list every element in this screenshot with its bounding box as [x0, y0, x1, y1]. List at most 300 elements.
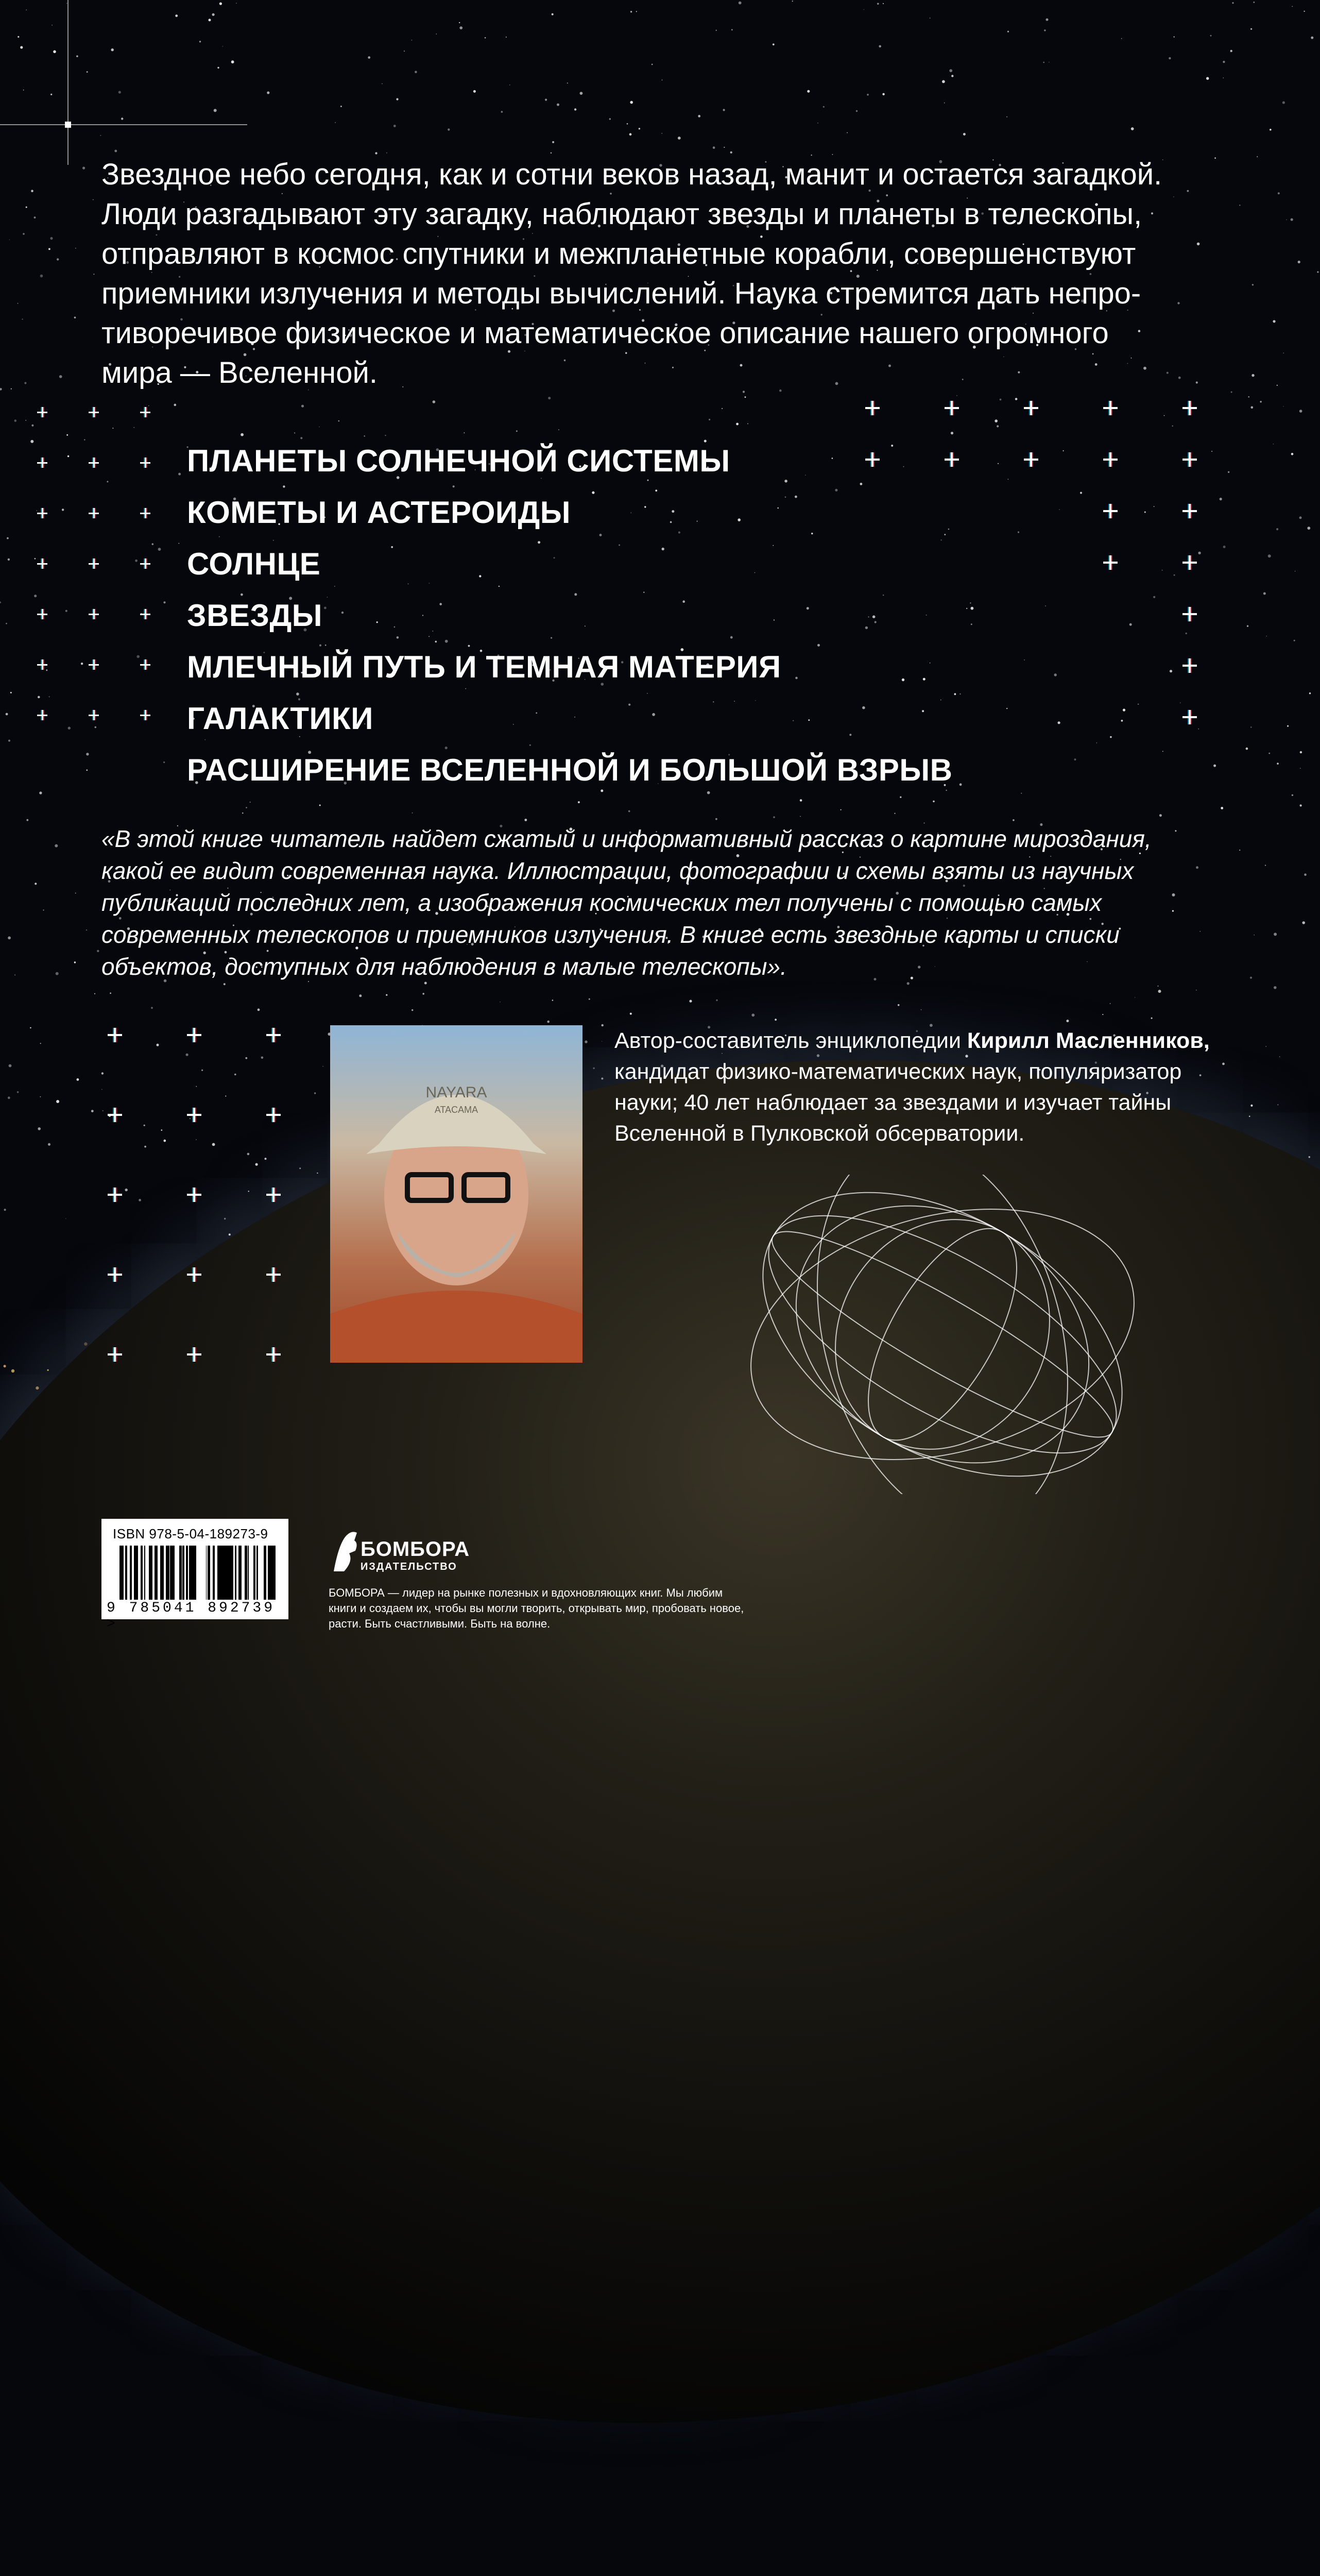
star: [175, 14, 178, 17]
city-light: [84, 1342, 87, 1345]
star: [1246, 748, 1248, 750]
barcode-bar: [272, 1546, 273, 1600]
star: [1304, 11, 1305, 12]
star: [630, 11, 632, 12]
star: [125, 1189, 128, 1191]
plus-sign-icon: [37, 558, 47, 569]
star: [23, 90, 24, 91]
star: [722, 408, 723, 409]
star: [100, 135, 101, 136]
star: [1044, 29, 1045, 31]
city-light: [36, 1386, 39, 1389]
star: [1206, 77, 1209, 80]
star: [18, 36, 19, 38]
star: [340, 106, 342, 107]
star: [1045, 605, 1046, 606]
barcode-bar: [187, 1546, 188, 1600]
star: [1228, 471, 1229, 473]
barcode-bar: [141, 1546, 143, 1600]
star: [1277, 762, 1279, 765]
star: [412, 1009, 413, 1011]
star: [157, 1044, 159, 1046]
star: [65, 610, 67, 612]
star: [1173, 196, 1174, 197]
star: [1018, 531, 1019, 533]
star: [338, 420, 340, 422]
plus-sign-icon: [266, 1347, 281, 1362]
star: [1309, 1156, 1311, 1158]
barcode-bar: [180, 1546, 182, 1600]
star: [1164, 415, 1165, 416]
star: [1252, 284, 1254, 285]
star: [74, 317, 76, 319]
star: [433, 400, 436, 403]
barcode-bar: [162, 1546, 164, 1600]
star: [1277, 1104, 1278, 1105]
star: [8, 558, 10, 561]
star: [1024, 659, 1025, 660]
star: [48, 248, 50, 250]
star: [222, 46, 224, 47]
barcode-bar: [245, 1546, 247, 1600]
star: [317, 1173, 318, 1174]
star: [1066, 1020, 1069, 1022]
star: [1157, 986, 1159, 987]
star: [567, 82, 568, 83]
star: [1273, 444, 1274, 445]
star: [800, 816, 801, 817]
star: [970, 602, 971, 603]
star: [1054, 673, 1057, 676]
star: [1282, 101, 1285, 104]
star: [473, 90, 476, 93]
barcode-bar: [193, 1546, 194, 1600]
star: [66, 434, 68, 436]
barcode-bar: [144, 1546, 145, 1600]
barcode-bar: [171, 1546, 173, 1600]
plus-sign-icon: [187, 1267, 201, 1282]
star: [52, 25, 53, 26]
star: [1311, 37, 1313, 39]
star: [662, 79, 663, 80]
isbn-barcode-box: [101, 1519, 288, 1632]
star: [1058, 721, 1060, 724]
plus-sign-icon: [1182, 658, 1197, 673]
star: [1110, 736, 1112, 738]
star: [1121, 38, 1122, 39]
star: [731, 29, 733, 30]
barcode-bar: [170, 1546, 171, 1600]
star: [1254, 935, 1255, 936]
star: [464, 432, 465, 433]
barcode-bar: [271, 1546, 272, 1600]
star: [31, 190, 33, 192]
star: [1283, 352, 1284, 353]
plus-sign-icon: [1103, 452, 1118, 467]
plus-sign-icon: [140, 508, 150, 518]
author-bio-prefix: Автор-составитель энциклопедии: [614, 1028, 967, 1053]
star: [1187, 190, 1189, 192]
barcode-bar: [265, 1546, 266, 1600]
plus-sign-icon: [89, 508, 99, 518]
topic-item: ЗВЕЗДЫ: [187, 598, 323, 633]
star: [299, 1167, 301, 1169]
barcode-bar: [186, 1546, 187, 1600]
star: [93, 199, 94, 200]
star: [118, 91, 121, 93]
star: [485, 37, 486, 39]
star: [589, 998, 590, 1000]
publisher-name: БОМБОРА: [361, 1538, 470, 1561]
star: [883, 3, 884, 4]
star: [1274, 933, 1277, 936]
star: [627, 123, 628, 125]
barcode-bar: [191, 1546, 193, 1600]
star: [1263, 592, 1266, 595]
star: [1199, 931, 1201, 932]
star: [959, 693, 961, 694]
star: [1274, 986, 1277, 989]
star: [258, 1009, 260, 1011]
star: [807, 90, 810, 93]
star: [319, 805, 321, 806]
star: [847, 132, 848, 133]
star: [545, 99, 547, 101]
star: [1291, 218, 1293, 221]
star: [404, 50, 405, 52]
star: [94, 993, 95, 994]
star: [639, 128, 640, 129]
star: [1162, 570, 1163, 571]
star: [87, 770, 88, 771]
plus-sign-icon: [140, 659, 150, 670]
star: [163, 761, 165, 763]
star: [689, 1000, 692, 1003]
star: [1198, 728, 1199, 730]
plus-sign-icon: [108, 1028, 122, 1042]
barcode-bar: [119, 1546, 121, 1600]
star: [8, 937, 11, 940]
star: [1186, 633, 1187, 634]
star: [1294, 640, 1295, 641]
cap-text-line1: NAYARA: [425, 1084, 487, 1101]
plus-sign-icon: [108, 1188, 122, 1202]
star: [459, 26, 462, 29]
star: [314, 1092, 316, 1094]
plus-sign-icon: [1103, 504, 1118, 518]
barcode-bar: [151, 1546, 152, 1600]
star: [1299, 516, 1302, 519]
barcode-bar: [155, 1546, 157, 1600]
star: [879, 45, 881, 48]
barcode-bar: [219, 1546, 221, 1600]
star: [26, 207, 27, 208]
star: [949, 69, 952, 72]
wireframe-sphere-graphic: [731, 1175, 1154, 1494]
star: [1292, 794, 1293, 796]
star: [629, 133, 632, 135]
star: [1298, 261, 1300, 263]
star: [1162, 751, 1163, 752]
star: [196, 1086, 197, 1087]
plus-sign-icon: [89, 407, 99, 417]
star: [386, 994, 387, 996]
star: [628, 810, 630, 812]
star: [1121, 720, 1123, 722]
barcode: [113, 1546, 278, 1600]
star: [9, 1064, 12, 1067]
barcode-bar: [264, 1546, 265, 1600]
star: [1211, 451, 1212, 452]
barcode-bar: [227, 1546, 228, 1600]
barcode-bar: [137, 1546, 138, 1600]
star: [551, 152, 552, 154]
star: [1144, 512, 1146, 513]
star: [792, 1, 793, 2]
plus-sign-icon: [140, 558, 150, 569]
star: [1063, 450, 1064, 451]
star: [23, 233, 25, 235]
star: [144, 1125, 145, 1126]
star: [1007, 31, 1009, 32]
star: [30, 1027, 31, 1029]
star: [506, 37, 507, 38]
star: [151, 1007, 153, 1009]
star: [1265, 865, 1266, 866]
star: [294, 432, 295, 433]
star: [1129, 623, 1132, 626]
star: [557, 104, 559, 106]
star: [178, 473, 181, 476]
plus-sign-icon: [1182, 452, 1197, 467]
star: [1250, 28, 1252, 30]
star: [1273, 320, 1275, 323]
star: [84, 439, 85, 440]
star: [1287, 725, 1289, 727]
star: [53, 50, 56, 54]
star: [558, 429, 559, 430]
star: [459, 22, 460, 23]
star: [95, 726, 97, 728]
star: [593, 1067, 594, 1069]
star: [997, 425, 999, 427]
star: [163, 601, 165, 603]
star: [178, 543, 179, 544]
star: [585, 1041, 587, 1043]
star: [135, 560, 138, 562]
star: [501, 111, 503, 113]
star: [921, 1009, 922, 1010]
plus-sign-icon: [1182, 504, 1197, 518]
star: [1131, 127, 1134, 130]
star: [524, 819, 527, 821]
star: [87, 71, 88, 73]
star: [86, 753, 89, 755]
star: [1138, 704, 1139, 705]
city-light: [4, 1365, 6, 1367]
star: [24, 382, 26, 384]
star: [75, 248, 76, 249]
star: [212, 1143, 215, 1146]
star: [552, 999, 554, 1001]
barcode-bar: [253, 1546, 255, 1600]
star: [231, 60, 234, 63]
star: [773, 43, 775, 45]
star: [319, 427, 320, 428]
star: [552, 13, 554, 15]
plus-sign-icon: [37, 609, 47, 619]
star: [86, 929, 87, 930]
star: [1277, 385, 1278, 386]
star: [74, 961, 76, 963]
star: [248, 1191, 249, 1192]
star: [800, 799, 802, 802]
barcode-bar: [206, 1546, 207, 1600]
barcode-bar: [182, 1546, 184, 1600]
barcode-bar: [221, 1546, 222, 1600]
plus-sign-icon: [89, 659, 99, 670]
star: [1276, 528, 1278, 530]
star: [62, 509, 64, 511]
plus-sign-icon: [1182, 555, 1197, 570]
star: [11, 388, 12, 389]
star: [724, 147, 725, 148]
star: [242, 812, 243, 814]
star: [77, 1078, 79, 1081]
star: [34, 595, 37, 597]
crosshair-horizontal-line: [0, 124, 247, 125]
star: [1167, 372, 1169, 374]
star: [1300, 804, 1302, 806]
barcode-bar: [248, 1546, 249, 1600]
star: [1021, 793, 1022, 794]
star: [630, 101, 633, 104]
plus-sign-icon: [108, 1108, 122, 1122]
plus-sign-icon: [37, 659, 47, 670]
star: [68, 727, 71, 730]
star: [247, 1153, 250, 1156]
star: [82, 167, 85, 170]
star: [114, 150, 117, 152]
barcode-bar: [135, 1546, 137, 1600]
star: [359, 994, 362, 997]
plus-sign-icon: [89, 710, 99, 720]
star: [1173, 36, 1175, 38]
star: [148, 405, 149, 406]
barcode-bar: [269, 1546, 271, 1600]
plus-sign-icon: [37, 508, 47, 518]
star: [322, 1066, 323, 1067]
star: [1291, 453, 1294, 455]
author-bio: [614, 1025, 1232, 1149]
star: [14, 974, 15, 975]
star: [1299, 410, 1302, 413]
star: [907, 982, 910, 985]
star: [121, 117, 123, 120]
star: [144, 1146, 146, 1148]
star: [1278, 192, 1280, 194]
star: [1180, 702, 1181, 703]
star: [224, 983, 226, 985]
star: [516, 430, 518, 432]
plus-sign-icon: [140, 609, 150, 619]
star: [1074, 758, 1076, 760]
topic-item: КОМЕТЫ И АСТЕРОИДЫ: [187, 495, 571, 530]
star: [1265, 1046, 1266, 1047]
star: [396, 98, 398, 100]
star: [38, 696, 40, 699]
star: [393, 125, 396, 127]
plus-sign-icon: [140, 710, 150, 720]
star: [998, 463, 999, 464]
isbn-digits: 9 785041 892739 >: [107, 1600, 276, 1632]
barcode-bar: [231, 1546, 233, 1600]
star: [56, 1100, 59, 1103]
star: [214, 109, 217, 112]
plus-sign-icon: [1024, 452, 1038, 467]
star: [1257, 156, 1258, 157]
star: [1174, 574, 1175, 576]
plus-sign-icon: [140, 457, 150, 468]
star: [1059, 509, 1060, 510]
star: [161, 1129, 163, 1131]
plus-sign-icon: [945, 452, 959, 467]
star: [1247, 625, 1248, 627]
barcode-bar: [130, 1546, 132, 1600]
plus-sign-icon: [89, 609, 99, 619]
star: [723, 109, 725, 111]
star: [136, 655, 140, 658]
star: [97, 950, 99, 952]
star: [75, 893, 76, 894]
star: [817, 123, 818, 124]
star: [1317, 271, 1318, 273]
barcode-bar: [125, 1546, 127, 1600]
barcode-bar: [239, 1546, 241, 1600]
plus-sign-icon: [1182, 710, 1197, 724]
star: [739, 2, 742, 5]
publisher-subtitle: ИЗДАТЕЛЬСТВО: [361, 1561, 457, 1572]
barcode-bar: [217, 1546, 219, 1600]
topic-item: ПЛАНЕТЫ СОЛНЕЧНОЙ СИСТЕМЫ: [187, 444, 730, 478]
star: [76, 55, 78, 57]
star: [265, 1158, 267, 1160]
barcode-bar: [273, 1546, 275, 1600]
topics-list: [187, 435, 952, 796]
barcode-bar: [230, 1546, 231, 1600]
star: [1210, 35, 1212, 37]
star: [652, 64, 653, 65]
star: [22, 318, 23, 319]
star: [386, 152, 387, 154]
star: [139, 1199, 141, 1201]
star: [35, 558, 36, 560]
star: [1162, 159, 1163, 160]
star: [609, 118, 611, 120]
star: [55, 844, 58, 848]
star: [715, 818, 717, 820]
star: [415, 71, 417, 73]
star: [17, 1091, 19, 1093]
plus-sign-icon: [865, 452, 880, 467]
plus-sign-icon: [1024, 401, 1038, 415]
star: [1013, 819, 1015, 821]
star: [956, 395, 957, 396]
star: [174, 404, 177, 406]
star: [93, 274, 94, 275]
topic-item: ГАЛАКТИКИ: [187, 701, 373, 736]
star: [39, 791, 42, 794]
